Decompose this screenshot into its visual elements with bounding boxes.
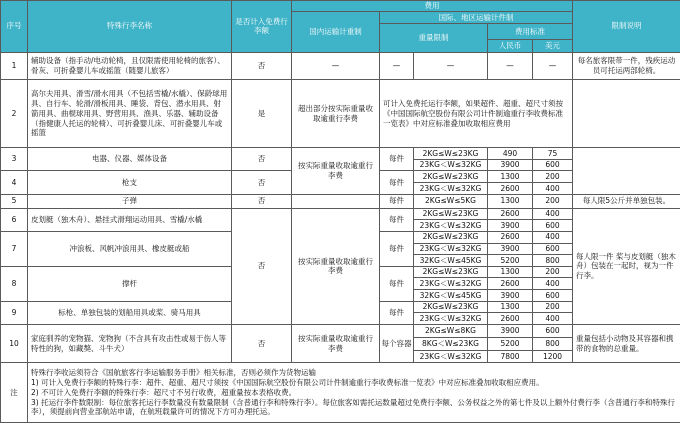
weight-range: 2KG≤W≤23KG — [414, 266, 488, 278]
free-quota-value: 否 — [232, 52, 292, 80]
row-seq: 8 — [1, 266, 28, 301]
weight-range: 2KG≤W≤23KG — [414, 148, 488, 160]
fee-rmb: 3900 — [488, 220, 533, 232]
piece-unit: 每件 — [380, 148, 414, 171]
row-seq: 7 — [1, 231, 28, 266]
item-name: 家庭驯养的宠物猫、宠物狗（不含具有攻击性或易于伤人等特性的狗，如藏獒、斗牛犬） — [28, 325, 232, 363]
domestic-fee: 超出部分按实际重量收取逾重行李费 — [292, 80, 380, 148]
weight-range: 32KG＜W≤45KG — [414, 255, 488, 267]
domestic-fee: — — [292, 52, 380, 80]
intl-fee-description: 可计入免费托运行李额，如果超件、超重、超尺寸须按《中国国际航空股份有限公司计件制逾重行李收费标准一览表》中对应标准叠加收取相应费用 — [380, 80, 573, 148]
row-seq: 10 — [1, 325, 28, 363]
table-row — [1, 52, 680, 80]
fee-rmb: 5200 — [488, 337, 533, 350]
fee-usd: 600 — [533, 220, 573, 232]
row-seq: 2 — [1, 80, 28, 148]
fee-rmb: 2600 — [488, 231, 533, 243]
header-item-name: 特殊行李名称 — [28, 1, 232, 53]
weight-range: 2KG≤W≤5KG — [414, 194, 488, 208]
fee-usd: 800 — [533, 337, 573, 350]
row-seq: 3 — [1, 148, 28, 171]
limit-note: 每人限5公斤并单独包装。 — [573, 194, 680, 208]
table-row — [1, 194, 680, 208]
weight-range: 2KG≤W≤23KG — [414, 171, 488, 183]
note-general: 特殊行李收运须符合《国航旅客行李运输服务手册》相关标准，否则必须作为货物运输 — [31, 368, 316, 378]
row-seq: 4 — [1, 171, 28, 194]
free-quota-value: 是 — [232, 80, 292, 148]
piece-unit: 每件 — [380, 208, 414, 231]
header-free-quota: 是否计入免费行李额 — [232, 1, 292, 53]
table-row — [1, 148, 680, 160]
header-domestic: 国内运输计重制 — [292, 12, 380, 52]
piece-unit: 每件 — [380, 301, 414, 324]
fee-usd: 200 — [533, 194, 573, 208]
domestic-fee: 按实际重量收取逾重行李费 — [292, 148, 380, 195]
fee-rmb: 2600 — [488, 313, 533, 325]
weight-range: 23KG＜W≤32KG — [414, 313, 488, 325]
header-weight-limit: 重量限制 — [380, 24, 488, 53]
weight-range: 8KG＜W≤23KG — [414, 337, 488, 350]
piece-unit: 每件 — [380, 231, 414, 266]
row-seq: 1 — [1, 52, 28, 80]
header-fee: 费用 — [292, 1, 573, 12]
weight-range: 2KG≤W≤23KG — [414, 231, 488, 243]
item-name: 皮划艇（独木舟）、悬挂式滑翔运动用具、雪橇/水橇 — [28, 208, 232, 231]
table-row — [1, 325, 680, 338]
item-name: 高尔夫用具、滑雪/滑水用具（不包括雪橇/水橇）、保龄球用具、自行车、轮滑/滑板用具、睡袋、背包、潜水用具、射箭用具、曲棍球用具、野营用具、渔具、乐器、辅助设备（指健康人托运的轮椅）、可折叠婴儿床、可折叠婴儿车或摇篮 — [28, 80, 232, 148]
item-name: 电器、仪器、媒体设备 — [28, 148, 232, 171]
fee-rmb: 1300 — [488, 194, 533, 208]
free-quota-value: 否 — [232, 208, 292, 325]
weight-range: 23KG＜W≤32KG — [414, 243, 488, 255]
fee-usd: 400 — [533, 183, 573, 195]
item-name: 枪支 — [28, 171, 232, 194]
piece-unit: 每件 — [380, 266, 414, 301]
free-quota-value: 否 — [232, 171, 292, 194]
row-seq: 6 — [1, 208, 28, 231]
weight-range: — — [414, 52, 488, 80]
row-seq: 9 — [1, 301, 28, 324]
header-limit-note: 限制说明 — [573, 1, 680, 53]
fee-rmb: 7800 — [488, 350, 533, 363]
piece-unit: 每件 — [380, 171, 414, 194]
fee-rmb: 1300 — [488, 171, 533, 183]
fee-rmb: 1300 — [488, 266, 533, 278]
weight-range: 2KG≤W≤23KG — [414, 208, 488, 220]
header-seq: 序号 — [1, 1, 28, 53]
weight-range: 23KG＜W≤32KG — [414, 183, 488, 195]
header-usd: 美元 — [533, 39, 573, 52]
item-name: 子弹 — [28, 194, 232, 208]
piece-unit: 每个容器 — [380, 325, 414, 363]
domestic-fee — [292, 194, 380, 208]
header-fee-std: 费用标准 — [488, 24, 573, 40]
fee-rmb: 2600 — [488, 183, 533, 195]
weight-range: 32KG＜W≤45KG — [414, 290, 488, 302]
notes-label: 注 — [1, 363, 28, 423]
weight-range: 23KG＜W≤32KG — [414, 278, 488, 290]
weight-range: 2KG≤W≤8KG — [414, 325, 488, 338]
table-row — [1, 208, 680, 220]
notes-content — [28, 363, 680, 423]
fee-usd: 1200 — [533, 350, 573, 363]
notes-row — [1, 363, 680, 423]
limit-note — [573, 148, 680, 195]
fee-usd: — — [533, 52, 573, 80]
free-quota-value: 否 — [232, 194, 292, 208]
fee-usd: 600 — [533, 290, 573, 302]
header-intl: 国际、地区运输计件制 — [380, 12, 573, 24]
limit-note: 每人限一件 桨与皮划艇（独木舟）包装在一起时，视为一件行李。 — [573, 208, 680, 325]
fee-rmb: 3900 — [488, 290, 533, 302]
domestic-fee: 按实际重量收取逾重行李费 — [292, 208, 380, 325]
weight-range: 23KG＜W≤32KG — [414, 159, 488, 171]
fee-rmb: — — [488, 52, 533, 80]
limit-note — [573, 80, 680, 148]
fee-rmb: 2600 — [488, 208, 533, 220]
fee-usd: 400 — [533, 278, 573, 290]
fee-rmb: 3900 — [488, 243, 533, 255]
fee-usd: 200 — [533, 171, 573, 183]
item-name: 冲浪板、风帆冲浪用具、橡皮艇或船 — [28, 231, 232, 266]
fee-usd: 200 — [533, 301, 573, 313]
item-name: 辅助设备（指手动/电动轮椅，且仅限需使用轮椅的旅客）、骨灰、可折叠婴儿车或摇篮（随婴儿旅客） — [28, 52, 232, 80]
fee-usd: 400 — [533, 231, 573, 243]
fee-rmb: 3900 — [488, 325, 533, 338]
header-rmb: 人民币 — [488, 39, 533, 52]
fee-usd: 200 — [533, 266, 573, 278]
fee-rmb: 5200 — [488, 255, 533, 267]
fee-rmb: 490 — [488, 148, 533, 160]
fee-usd: 600 — [533, 243, 573, 255]
note-3: 3) 托运行李件数限制：每位旅客托运行李数量没有数量限制（含普通行李和特殊行李）。每位旅客如需托运数量超过免费行李额、公务权益之外的第七件及以上额外付费行李（含普通行李和特殊行李），须提前向营业部航站申请，在航班载量许可的情况下方可办理托运。 — [31, 397, 675, 417]
weight-range: 23KG＜W≤32KG — [414, 350, 488, 363]
free-quota-value: 否 — [232, 148, 292, 171]
item-name: 撑杆 — [28, 266, 232, 301]
fee-usd: 600 — [533, 159, 573, 171]
piece-unit: 每件 — [380, 194, 414, 208]
note-2: 2) 不可计入免费行李额的特殊行李：超尺寸不另行收费，超重量按本表格收费。 — [31, 387, 297, 397]
limit-note: 每名旅客限带一件，残疾运动员可托运两部轮椅。 — [573, 52, 680, 80]
note-1: 1) 可计入免费行李额的特殊行李：超件、超重、超尺寸须按《中国国际航空股份有限公司计件制逾重行李收费标准一览表》中对应标准叠加收取相应费用。 — [31, 378, 544, 387]
table-row — [1, 80, 680, 148]
limit-note: 重量包括小动物及其容器和携带的食物的总重量。 — [573, 325, 680, 363]
fee-usd: 400 — [533, 313, 573, 325]
fee-rmb: 2600 — [488, 278, 533, 290]
fee-usd: 800 — [533, 255, 573, 267]
fee-usd: 75 — [533, 148, 573, 160]
fee-rmb: 3900 — [488, 159, 533, 171]
weight-range: 2KG≤W≤23KG — [414, 301, 488, 313]
fee-usd: 400 — [533, 208, 573, 220]
weight-range: 23KG＜W≤32KG — [414, 220, 488, 232]
free-quota-value: 否 — [232, 325, 292, 363]
item-name: 标枪、单独包装的划船用具或桨、骑马用具 — [28, 301, 232, 324]
fee-usd: 600 — [533, 325, 573, 338]
piece-unit: — — [380, 52, 414, 80]
row-seq: 5 — [1, 194, 28, 208]
domestic-fee: 按实际重量收取逾重行李费 — [292, 325, 380, 363]
fee-rmb: 1300 — [488, 301, 533, 313]
